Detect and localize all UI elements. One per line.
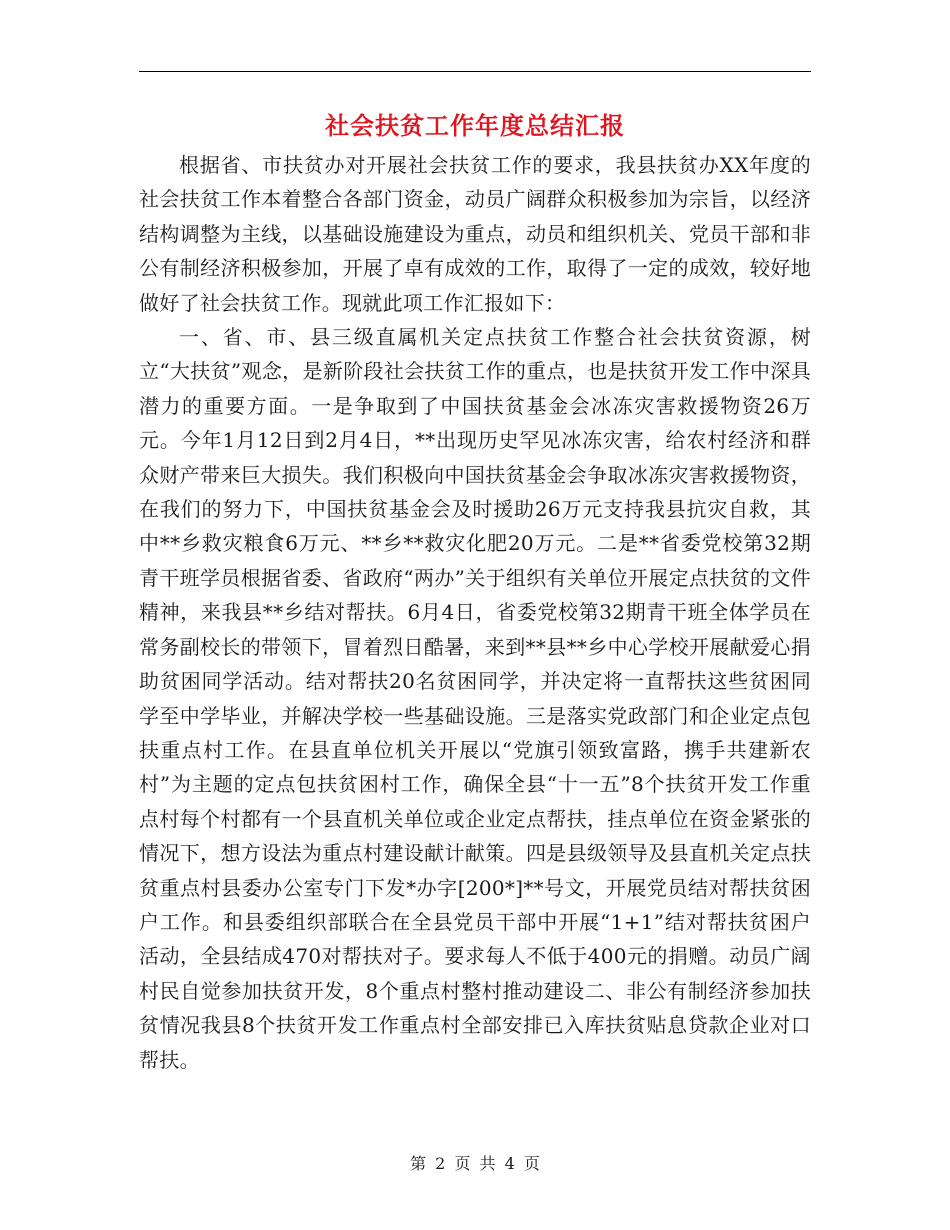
header-rule (139, 71, 811, 72)
paragraph-intro: 根据省、市扶贫办对开展社会扶贫工作的要求，我县扶贫办XX年度的社会扶贫工作本着整合各部门资金，动员广阔群众积极参加为宗旨，以经济结构调整为主线，以基础设施建设为重点，动员和组织机关、党员干部和非公有制经济积极参加，开展了卓有成效的工作，取得了一定的成效，较好地做好了社会扶贫工作。现就此项工作汇报如下： (139, 153, 811, 315)
page-number-footer: 第 2 页 共 4 页 (410, 1154, 540, 1173)
paragraph-section-one: 一、省、市、县三级直属机关定点扶贫工作整合社会扶贫资源，树立“大扶贫”观念，是新阶段社会扶贫工作的重点，也是扶贫开发工作中深具潜力的重要方面。一是争取到了中国扶贫基金会冰冻灾害救援物资26万元。今年1月12日到2月4日，**出现历史罕见冰冻灾害，给农村经济和群众财产带来巨大损失。我们积极向中国扶贫基金会争取冰冻灾害救援物资，在我们的努力下，中国扶贫基金会及时援助26万元支持我县抗灾自救，其中**乡救灾粮食6万元、**乡**救灾化肥20万元。二是**省委党校第32期青干班学员根据省委、省政府“两办”关于组织有关单位开展定点扶贫的文件精神，来我县**乡结对帮扶。6月4日，省委党校第32期青干班全体学员在常务副校长的带领下，冒着烈日酷暑，来到**县**乡中心学校开展献爱心捐助贫困同学活动。结对帮扶20名贫困同学，并决定将一直帮扶这些贫困同学至中学毕业，并解决学校一些基础设施。三是落实党政部门和企业定点包扶重点村工作。在县直单位机关开展以“党旗引领致富路，携手共建新农村”为主题的定点包扶贫困村工作，确保全县“十一五”8个扶贫开发工作重点村每个村都有一个县直机关单位或企业定点帮扶，挂点单位在资金紧张的情况下，想方设法为重点村建设献计献策。四是县级领导及县直机关定点扶贫重点村县委办公室专门下发*办字[200*]**号文，开展党员结对帮扶贫困户工作。和县委组织部联合在全县党员干部中开展“1+1”结对帮扶贫困户活动，全县结成470对帮扶对子。要求每人不低于400元的捐赠。动员广阔村民自觉参加扶贫开发，8个重点村整村推动建设二、非公有制经济参加扶贫情况我县8个扶贫开发工作重点村全部安排已入库扶贫贴息贷款企业对口帮扶。 (139, 325, 811, 1072)
document-title: 社会扶贫工作年度总结汇报 (325, 112, 625, 140)
document-body (139, 148, 811, 1077)
